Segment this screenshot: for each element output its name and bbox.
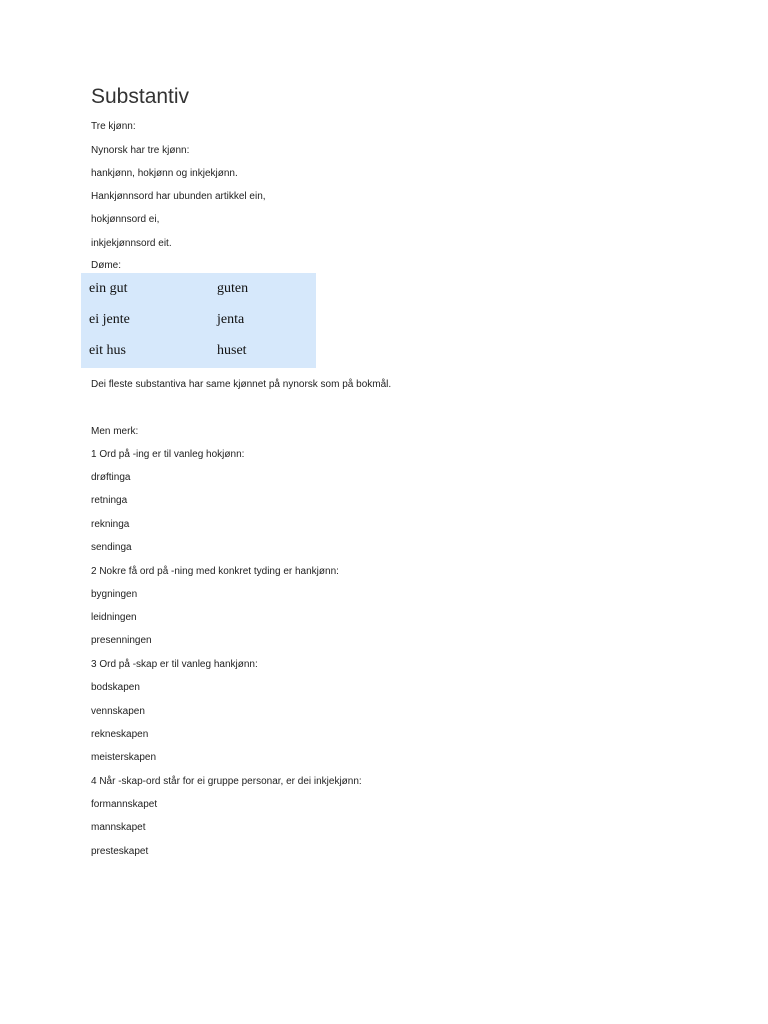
intro-line: Tre kjønn: [91, 121, 136, 132]
intro-line: Døme: [91, 260, 121, 271]
notes-line: retninga [91, 495, 128, 506]
notes-line: 3 Ord på -skap er til vanleg hankjønn: [91, 659, 258, 670]
notes-line: bygningen [91, 589, 138, 600]
example-indefinite: eit hus [89, 343, 126, 358]
intro-line: inkjekjønnsord eit. [91, 238, 172, 249]
notes-line: meisterskapen [91, 752, 157, 763]
notes-line: 2 Nokre få ord på -ning med konkret tyding er hankjønn: [91, 566, 339, 577]
notes-line: sendinga [91, 542, 132, 553]
intro-line: hankjønn, hokjønn og inkjekjønn. [91, 168, 238, 179]
notes-line: rekninga [91, 519, 130, 530]
notes-line: presteskapet [91, 846, 149, 857]
notes-line: drøftinga [91, 472, 131, 483]
notes-line: Men merk: [91, 426, 139, 437]
notes-line: vennskapen [91, 706, 145, 717]
example-definite: guten [217, 281, 249, 296]
page-title: Substantiv [91, 85, 190, 108]
example-indefinite: ein gut [89, 281, 128, 296]
intro-line: hokjønnsord ei, [91, 214, 160, 225]
example-table [81, 273, 316, 368]
notes-line: rekneskapen [91, 729, 149, 740]
notes-line: leidningen [91, 612, 137, 623]
notes-line: presenningen [91, 635, 152, 646]
example-definite: jenta [217, 312, 245, 327]
notes-line: 1 Ord på -ing er til vanleg hokjønn: [91, 449, 245, 460]
intro-line: Hankjønnsord har ubunden artikkel ein, [91, 191, 266, 202]
notes-line: mannskapet [91, 822, 146, 833]
paragraph: Dei fleste substantiva har same kjønnet på nynorsk som på bokmål. [91, 379, 392, 390]
example-definite: huset [217, 343, 247, 358]
intro-line: Nynorsk har tre kjønn: [91, 145, 190, 156]
notes-line: 4 Når -skap-ord står for ei gruppe personar, er dei inkjekjønn: [91, 776, 362, 787]
example-indefinite: ei jente [89, 312, 130, 327]
notes-line: formannskapet [91, 799, 158, 810]
notes-line: bodskapen [91, 682, 140, 693]
